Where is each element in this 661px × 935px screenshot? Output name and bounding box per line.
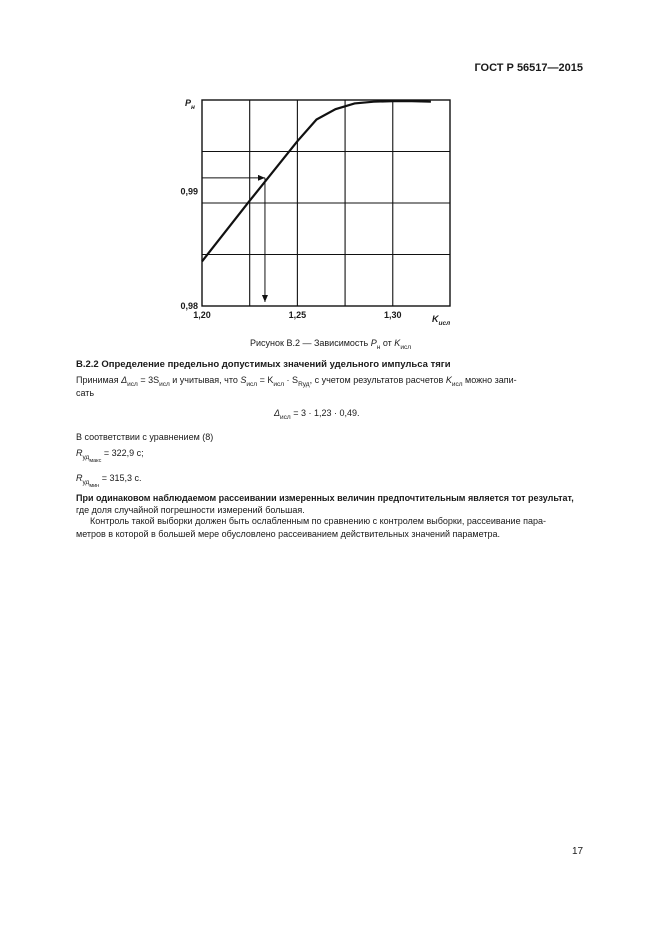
- chart-arrows: [202, 178, 265, 302]
- caption-p: P: [370, 338, 377, 348]
- paragraph-control: Контроль такой выборки должен быть ослабленным по сравнению с контролем выборки, рассеивание пара-: [90, 516, 546, 526]
- formula-text: = 3 · 1,23 · 0,49.: [290, 408, 360, 418]
- chart-grid: [202, 100, 450, 306]
- y-tick-label: 0,99: [180, 186, 198, 197]
- paragraph-control-end: метров в которой в большей мере обусловлено рассеиванием действительных значений параметра.: [76, 529, 500, 539]
- formula-r-max: [76, 448, 144, 464]
- caption-k: K: [394, 338, 401, 348]
- formula-text: = 315,3 с.: [99, 473, 142, 483]
- x-axis-label-sub: исл: [438, 320, 451, 327]
- sub: Rуд: [298, 381, 310, 388]
- chart-ticks: [180, 187, 401, 320]
- formula-delta: [274, 408, 360, 421]
- x-tick-label: 1,30: [384, 310, 402, 320]
- paragraph-when: При одинаковом наблюдаемом рассеивании измеренных величин предпочтительным является тот результат,: [76, 493, 574, 503]
- document-header: ГОСТ Р 56517—2015: [474, 62, 583, 74]
- y-axis-label-main: P: [185, 98, 192, 108]
- text: · S: [284, 375, 299, 385]
- y-axis-label-sub: н: [191, 104, 195, 111]
- k-symbol: K: [445, 375, 452, 385]
- paragraph-according: В соответствии с уравнением (8): [76, 432, 214, 442]
- y-tick-label: 0,98: [180, 301, 198, 311]
- sub: исл: [280, 414, 291, 421]
- caption-from: от: [380, 338, 395, 348]
- text: можно запи-: [462, 375, 517, 385]
- paragraph-accept: [76, 374, 581, 391]
- reliability-chart: [160, 88, 460, 328]
- paragraph-accept-end: сать: [76, 388, 95, 398]
- sub: уд: [82, 454, 90, 461]
- delta-symbol: Δ: [274, 408, 281, 418]
- y-axis-label: [185, 98, 195, 111]
- caption-prefix: Рисунок В.2 — Зависимость: [250, 338, 371, 348]
- text: Принимая: [76, 375, 122, 385]
- sub: уд: [82, 479, 90, 486]
- text: и учитывая, что: [169, 375, 241, 385]
- text: , с учетом результатов расчетов: [309, 375, 446, 385]
- x-tick-label: 1,20: [193, 310, 211, 320]
- series-line: [202, 101, 431, 261]
- r-symbol: R: [76, 473, 83, 483]
- section-title: В.2.2 Определение предельно допустимых значений удельного импульса тяги: [76, 359, 451, 370]
- formula-r-min: [76, 473, 142, 489]
- sub-sub: мин: [89, 483, 100, 489]
- x-tick-label: 1,25: [288, 310, 307, 320]
- x-axis-label-main: K: [432, 314, 439, 324]
- sub: исл: [159, 381, 170, 388]
- sub: исл: [246, 381, 258, 388]
- sub: исл: [451, 381, 463, 388]
- caption-p-sub: н: [376, 344, 381, 351]
- formula-text: = 322,9 с;: [101, 448, 144, 458]
- text: = 3S: [137, 375, 160, 385]
- delta-symbol: Δ: [121, 375, 128, 385]
- text: = K: [257, 375, 274, 385]
- sub: исл: [127, 381, 138, 388]
- paragraph-where: где доля случайной погрешности измерений большая.: [76, 505, 305, 515]
- page-number: 17: [572, 846, 584, 857]
- sub-sub: макс: [89, 458, 102, 464]
- caption-k-sub: исл: [400, 344, 411, 351]
- figure-caption: [0, 338, 661, 351]
- r-symbol: R: [76, 448, 83, 458]
- s-symbol: S: [240, 375, 247, 385]
- sub: исл: [273, 381, 285, 388]
- x-axis-label: [432, 314, 450, 327]
